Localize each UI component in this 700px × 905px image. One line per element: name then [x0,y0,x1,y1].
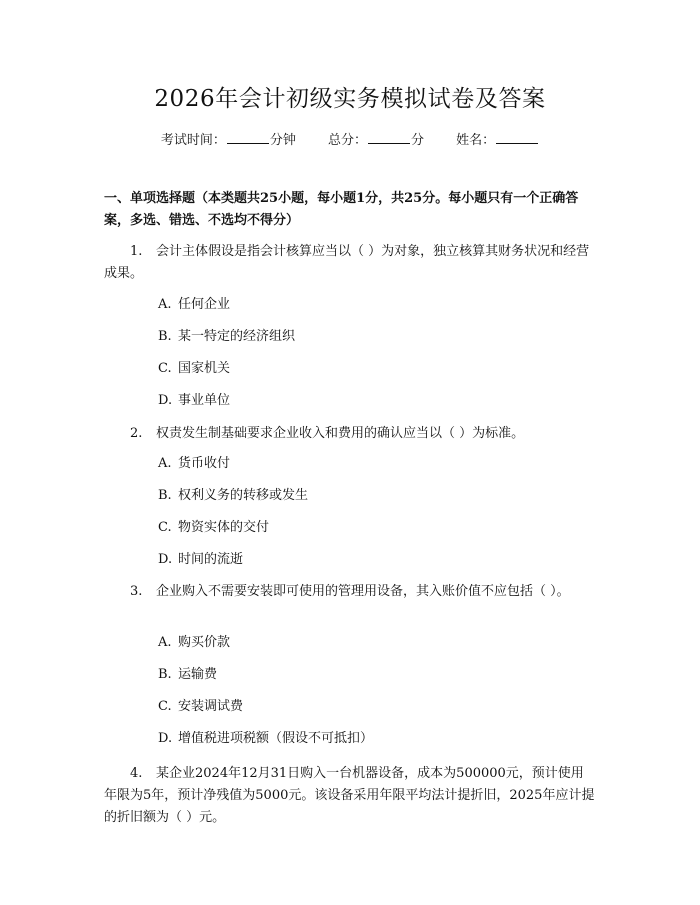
question-3-option-c [158,696,578,718]
option-text: 事业单位 [178,393,231,408]
question-3-option-a [158,632,578,654]
option-text: 任何企业 [178,297,231,312]
option-letter: B. [158,488,172,503]
question-number: 1. [130,244,143,259]
name-field [456,130,539,152]
question-text: 会计主体假设是指会计核算应当以（ ）为对象，独立核算其财务状况和经营成果。 [104,244,590,281]
question-2-option-c [158,517,578,539]
option-text: 货币收付 [178,456,231,471]
exam-title: 2026年会计初级实务模拟试卷及答案 [154,86,546,112]
question-3 [104,581,596,603]
question-3-option-b [158,664,578,686]
option-letter: A. [158,635,172,650]
option-letter: B. [158,329,172,344]
exam-time-field [161,130,296,152]
name-blank [496,131,538,144]
section-title: 一、单项选择题（本类题共25小题，每小题1分，共25分。每小题只有一个正确答案，多选、错选、不选均不得分） [104,191,579,228]
option-text: 某一特定的经济组织 [178,329,296,344]
option-letter: D. [158,393,173,408]
option-letter: B. [158,667,172,682]
question-2-option-a [158,453,578,475]
question-1-option-a [158,294,578,316]
question-number: 4. [130,766,143,781]
option-text: 购买价款 [178,635,231,650]
option-letter: C. [158,699,172,714]
option-letter: A. [158,297,172,312]
question-number: 2. [130,426,143,441]
option-letter: A. [158,456,172,471]
option-text: 时间的流逝 [178,552,244,567]
question-2-option-d [158,549,578,571]
exam-time-blank [227,131,269,144]
total-score-unit: 分 [411,133,425,148]
question-1 [104,241,596,285]
exam-meta [0,130,700,152]
option-text: 运输费 [178,667,218,682]
total-score-blank [368,131,410,144]
question-text: 企业购入不需要安装即可使用的管理用设备，其入账价值不应包括（ ）。 [156,584,570,599]
option-letter: C. [158,520,172,535]
option-letter: C. [158,361,172,376]
question-4 [104,763,596,829]
option-text: 物资实体的交付 [178,520,270,535]
total-score-label: 总分： [327,133,367,148]
total-score-field [328,130,424,152]
exam-time-unit: 分钟 [269,133,296,148]
question-text: 权责发生制基础要求企业收入和费用的确认应当以（ ）为标准。 [156,426,525,441]
question-1-option-b [158,326,578,348]
question-2 [104,423,596,445]
question-number: 3. [130,584,143,599]
option-letter: D. [158,731,173,746]
question-2-option-b [158,485,578,507]
question-1-option-d [158,390,578,412]
option-text: 权利义务的转移或发生 [178,488,309,503]
option-text: 增值税进项税额（假设不可抵扣） [178,731,374,746]
option-text: 国家机关 [178,361,231,376]
option-text: 安装调试费 [178,699,244,714]
option-letter: D. [158,552,173,567]
question-3-option-d [158,728,578,750]
question-text: 某企业2024年12月31日购入一台机器设备，成本为500000元，预计使用年限为5年，预计净残值为5000元。该设备采用年限平均法计提折旧，2025年应计提的折旧额为（ ）元。 [104,766,595,825]
exam-time-label: 考试时间： [160,133,226,148]
question-1-option-c [158,358,578,380]
name-label: 姓名： [456,133,496,148]
